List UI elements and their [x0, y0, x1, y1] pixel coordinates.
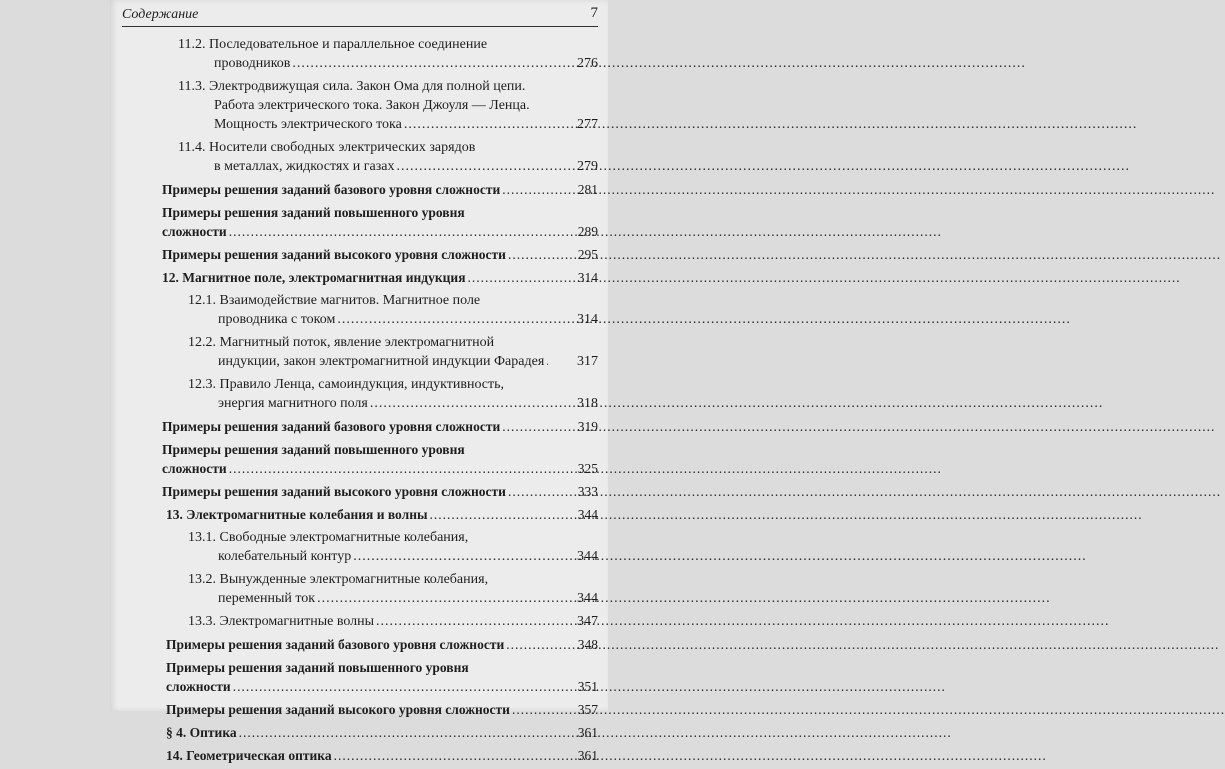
toc-entry-text: Примеры решения заданий высокого уровня сложности — [166, 702, 510, 717]
toc-page-number: 276 — [577, 56, 598, 71]
toc-page-number: 289 — [577, 224, 598, 239]
toc-page-number: 344 — [577, 507, 598, 522]
dot-leader — [546, 352, 548, 371]
toc-page-number: 351 — [577, 679, 598, 694]
toc-entry-text: 13.2. Вынужденные электромагнитные колебания, — [188, 572, 489, 587]
toc-page-number: 279 — [577, 159, 598, 174]
toc-entry-text: сложности — [162, 461, 227, 476]
toc-entry-text: проводника с током — [218, 312, 336, 327]
dot-leader — [508, 245, 1221, 264]
toc-entry-text: § 4. Оптика — [166, 725, 237, 740]
toc-entry-examples-advanced-11 — [162, 203, 608, 241]
toc-page-number: 348 — [577, 637, 598, 652]
toc-entry-11-2 — [178, 35, 608, 73]
toc-entry-text: Примеры решения заданий высокого уровня сложности — [162, 247, 506, 262]
toc-entry-11-3 — [178, 77, 608, 134]
toc-page-number: 277 — [577, 117, 598, 132]
toc-entry-text: в металлах, жидкостях и газах — [214, 159, 395, 174]
toc-entry-examples-basic-13 — [166, 635, 608, 654]
toc-page-number: 319 — [577, 419, 598, 434]
toc-entry-chapter-13 — [166, 505, 608, 524]
toc-entry-examples-high-13 — [166, 700, 608, 719]
dot-leader — [353, 547, 1087, 566]
dot-leader — [430, 505, 1143, 524]
toc-entry-text: 12. Магнитное поле, электромагнитная индукция — [162, 270, 466, 285]
toc-entry-chapter-12 — [162, 268, 608, 287]
toc-entry-text: Примеры решения заданий базового уровня сложности — [162, 419, 501, 434]
toc-page-number: 317 — [577, 354, 598, 369]
toc-entry-12-3 — [188, 375, 608, 413]
toc-entry-11-4 — [178, 138, 608, 176]
toc-entry-examples-high-12 — [162, 482, 608, 501]
toc-page-number: 333 — [577, 484, 598, 499]
toc-entry-text: 13.3. Электромагнитные волны — [188, 614, 375, 629]
dot-leader — [502, 180, 1215, 199]
toc-entry-text: сложности — [166, 679, 231, 694]
dot-leader — [337, 310, 1071, 329]
toc-page-number: 344 — [577, 591, 598, 606]
toc-entry-13-1 — [188, 528, 608, 566]
toc-page-number: 318 — [577, 396, 598, 411]
toc-entry-text: энергия магнитного поля — [218, 396, 368, 411]
toc-entry-text: Примеры решения заданий базового уровня сложности — [162, 182, 501, 197]
toc-page-number: 347 — [577, 614, 598, 629]
toc-entry-examples-advanced-13 — [166, 658, 608, 696]
toc-page-number: 357 — [577, 702, 598, 717]
toc-page-number: 281 — [577, 182, 598, 197]
toc-entry-examples-advanced-12 — [162, 440, 608, 478]
toc-entry-text: Примеры решения заданий повышенного уровня — [162, 442, 465, 457]
toc-entry-examples-basic-11 — [162, 180, 608, 199]
toc-entry-text: Примеры решения заданий повышенного уровня — [162, 205, 465, 220]
running-head — [122, 4, 598, 27]
dot-leader — [506, 635, 1219, 654]
toc-page-number: 295 — [577, 247, 598, 262]
toc-entry-text: 11.4. Носители свободных электрических зарядов — [178, 140, 476, 155]
toc-entry-text: переменный ток — [218, 591, 316, 606]
toc-entry-text: Работа электрического тока. Закон Джоуля — Ленца. — [214, 98, 530, 113]
toc-entry-text: 12.1. Взаимодействие магнитов. Магнитное поле — [188, 293, 481, 308]
dot-leader — [397, 157, 1131, 176]
toc-entry-12-1 — [188, 291, 608, 329]
toc-entry-text: Примеры решения заданий базового уровня сложности — [166, 637, 505, 652]
toc-entry-12-2 — [188, 333, 608, 371]
toc-page-number: 314 — [577, 312, 598, 327]
toc-page-number: 361 — [577, 725, 598, 740]
running-title: Содержание — [122, 7, 199, 22]
toc-entry-examples-basic-12 — [162, 417, 608, 436]
toc-entry-text: Примеры решения заданий повышенного уровня — [166, 660, 469, 675]
toc-entry-chapter-14 — [166, 746, 608, 765]
dot-leader — [404, 115, 1138, 134]
dot-leader — [317, 589, 1051, 608]
toc-entry-text: колебательный контур — [218, 549, 352, 564]
toc-entry-section-4 — [166, 723, 608, 742]
book-page — [110, 0, 608, 763]
page-number: 7 — [590, 5, 598, 21]
toc-entry-13-3 — [188, 612, 608, 631]
toc-entry-text: 14. Геометрическая оптика — [166, 748, 332, 763]
toc-entry-text: Мощность электрического тока — [214, 117, 402, 132]
toc-entry-text: проводников — [214, 56, 291, 71]
toc-entry-text: сложности — [162, 224, 227, 239]
toc-entry-text: 13.1. Свободные электромагнитные колебания, — [188, 530, 469, 545]
toc-entry-text: 12.2. Магнитный поток, явление электромагнитной — [188, 335, 495, 350]
dot-leader — [334, 746, 1047, 765]
toc-entry-text: индукции, закон электромагнитной индукции Фарадея — [218, 354, 545, 369]
dot-leader — [512, 700, 1225, 719]
toc-page-number: 325 — [577, 461, 598, 476]
dot-leader — [502, 417, 1215, 436]
toc-entry-text: 13. Электромагнитные колебания и волны — [166, 507, 428, 522]
toc-entry-text: 11.2. Последовательное и параллельное соединение — [178, 37, 488, 52]
toc-page-number: 344 — [577, 549, 598, 564]
dot-leader — [370, 394, 1104, 413]
toc-page-number: 314 — [577, 270, 598, 285]
toc-entry-text: 11.3. Электродвижущая сила. Закон Ома для полной цепи. — [178, 79, 526, 94]
toc-entry-text: 12.3. Правило Ленца, самоиндукция, индуктивность, — [188, 377, 505, 392]
dot-leader — [292, 54, 1026, 73]
table-of-contents — [110, 35, 608, 769]
toc-entry-13-2 — [188, 570, 608, 608]
toc-entry-text: Примеры решения заданий высокого уровня сложности — [162, 484, 506, 499]
dot-leader — [508, 482, 1221, 501]
dot-leader — [376, 612, 1110, 631]
toc-page-number: 361 — [577, 748, 598, 763]
toc-entry-examples-high-11 — [162, 245, 608, 264]
